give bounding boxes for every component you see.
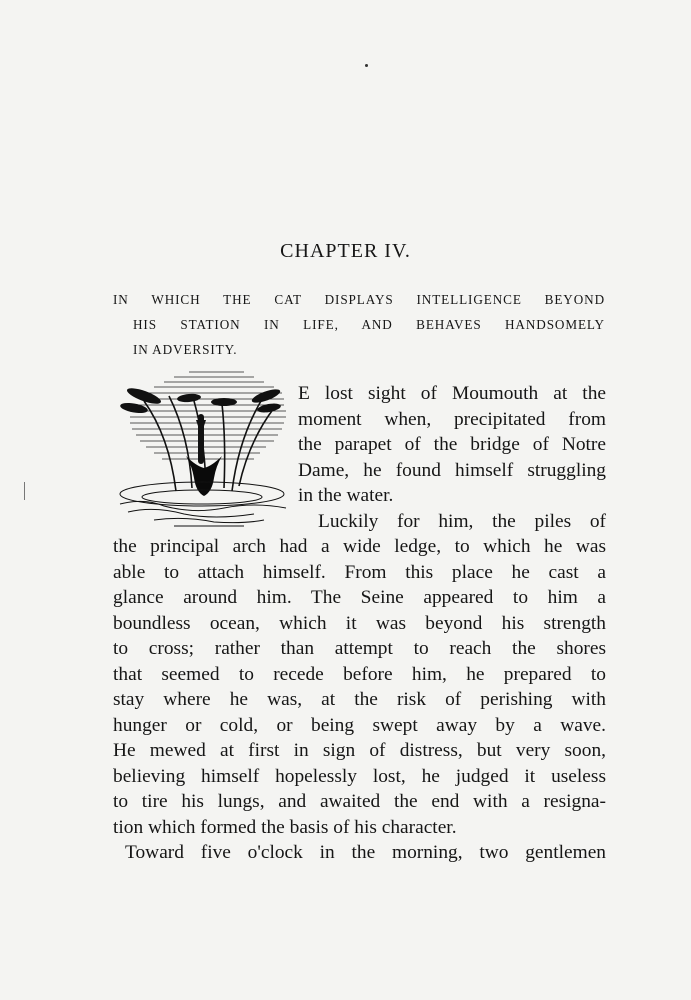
text-line: hunger or cold, or being swept away by a wave. <box>113 714 606 736</box>
text-line: to cross; rather than attempt to reach the shores <box>113 638 606 659</box>
text-line: believing himself hopelessly lost, he judged it useless <box>113 765 606 787</box>
text-line: the parapet of the bridge of Notre <box>298 434 606 455</box>
text-line: glance around him. The Seine appeared to him a <box>113 587 606 608</box>
text-line: He mewed at first in sign of distress, but very soon, <box>113 740 606 761</box>
body-text <box>113 381 606 866</box>
subtitle-line: HIS STATION IN LIFE, AND BEHAVES HANDSOMELY <box>133 317 605 332</box>
text-line: Toward five o'clock in the morning, two gentlemen <box>125 842 606 863</box>
text-line: stay where he was, at the risk of perishing with <box>113 689 606 710</box>
subtitle-line: IN WHICH THE CAT DISPLAYS INTELLIGENCE BEYOND <box>113 292 605 307</box>
text-line: boundless ocean, which it was beyond his strength <box>113 612 606 634</box>
text-line: that seemed to recede before him, he prepared to <box>113 663 606 685</box>
text-line: to tire his lungs, and awaited the end with a resigna- <box>113 791 606 812</box>
subtitle-line: IN ADVERSITY. <box>133 342 238 357</box>
chapter-subtitle <box>113 287 605 362</box>
text-line: in the water. <box>298 485 394 506</box>
text-line: tion which formed the basis of his character. <box>113 816 457 838</box>
speck <box>365 64 368 67</box>
text-line: the principal arch had a wide ledge, to which he was <box>113 536 606 557</box>
text-line: able to attach himself. From this place he cast a <box>113 561 606 583</box>
text-line: E lost sight of Moumouth at the <box>298 383 606 404</box>
text-line: moment when, precipitated from <box>298 408 606 430</box>
margin-mark <box>24 482 25 500</box>
chapter-title: CHAPTER IV. <box>280 240 411 262</box>
text-line: Luckily for him, the piles of <box>318 510 606 532</box>
text-line: Dame, he found himself struggling <box>298 459 606 481</box>
